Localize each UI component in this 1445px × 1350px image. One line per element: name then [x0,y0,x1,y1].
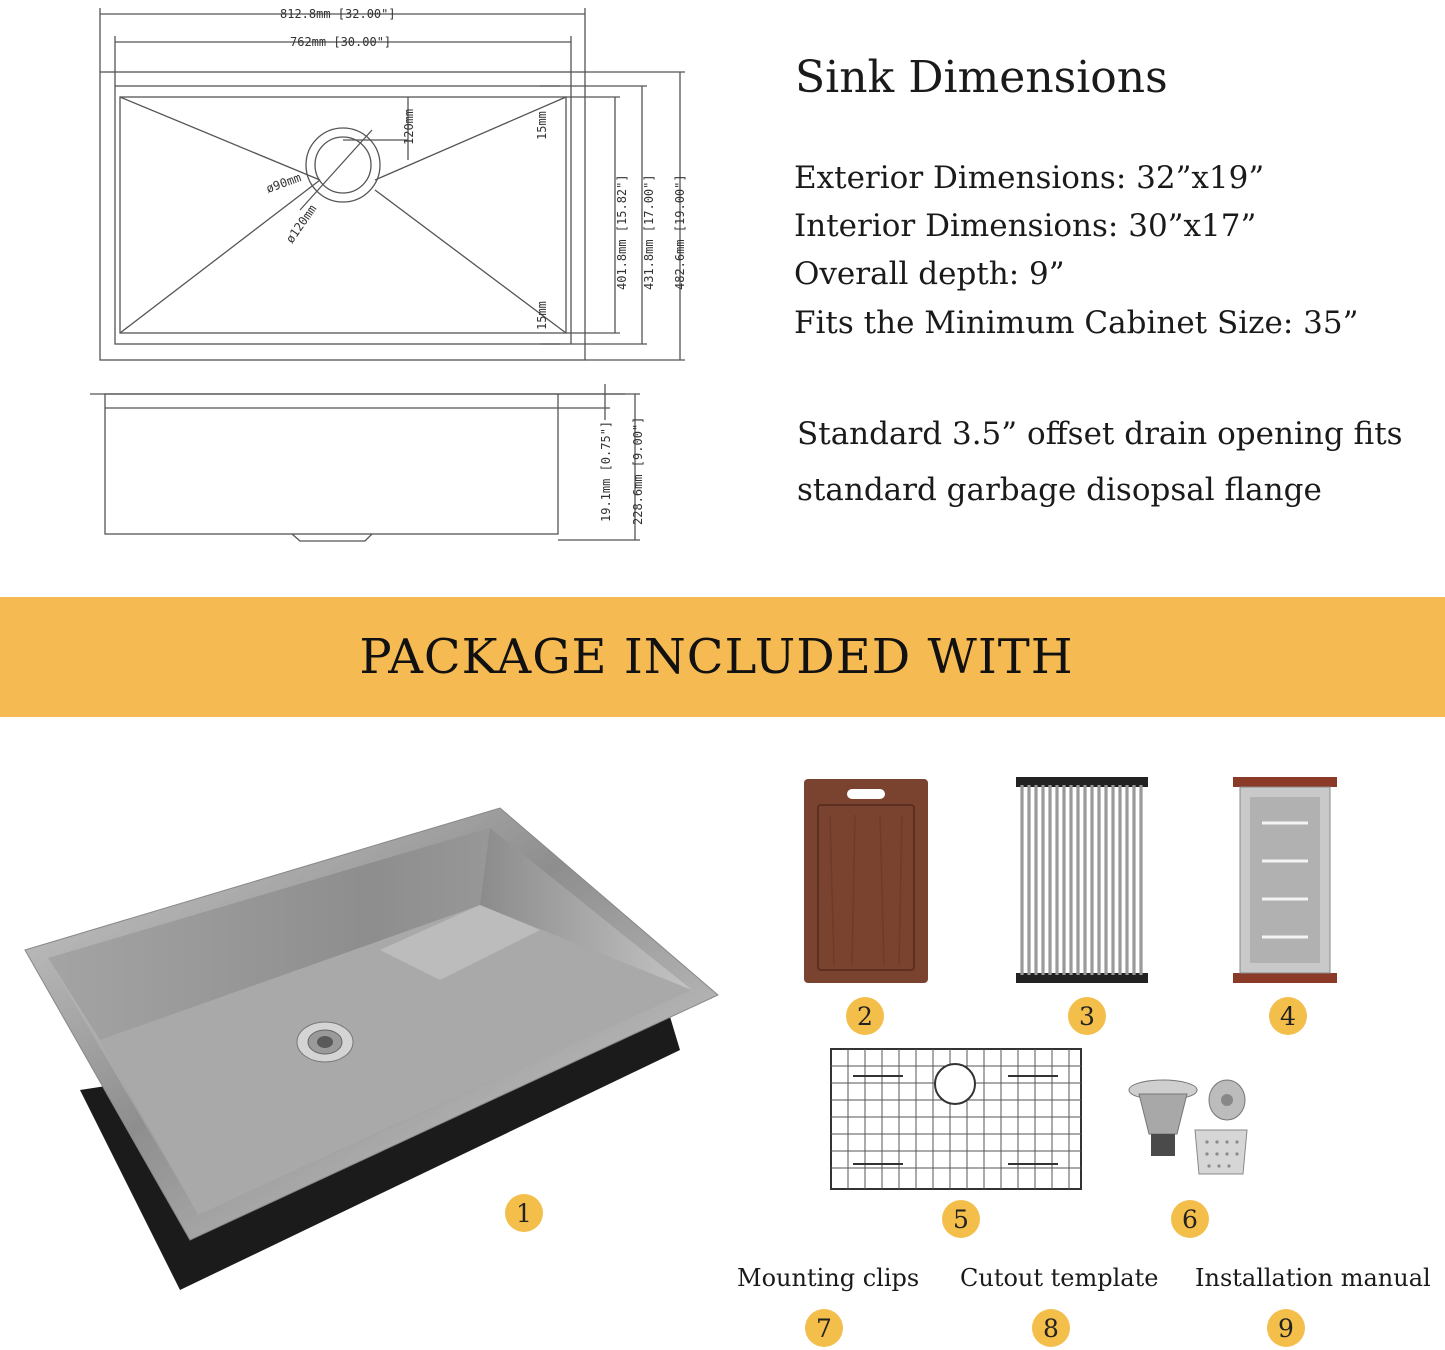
badge-item-4: 4 [1269,997,1307,1035]
spec-drain-line-1: Standard 3.5” offset drain opening fits [797,416,1403,452]
package-banner [0,597,1445,717]
spec-depth: Overall depth: 9” [794,256,1065,292]
badge-item-1: 1 [505,1194,543,1232]
label-cutout-template: Cutout template [960,1264,1159,1292]
dim-height-exterior: 482.6mm [19.00"] [673,174,687,290]
badge-item-7: 7 [805,1309,843,1347]
badge-item-2: 2 [846,997,884,1035]
spec-title: Sink Dimensions [795,52,1168,103]
cutting-board-icon [800,775,932,987]
spec-cabinet: Fits the Minimum Cabinet Size: 35” [794,305,1359,341]
badge-item-3: 3 [1068,997,1106,1035]
dim-height-interior: 401.8mm [15.82"] [615,174,629,290]
spec-exterior: Exterior Dimensions: 32”x19” [794,160,1265,196]
spec-drain-line-2: standard garbage disopsal flange [797,472,1322,508]
sink-icon [20,800,730,1300]
dim-offset-bottom: 15mm [535,301,549,330]
dim-drain-offset: 120mm [402,108,416,145]
dim-drain-inner: ø90mm [264,170,303,196]
dim-flange: 19.1mm [0.75"] [599,420,613,522]
badge-item-9: 9 [1267,1309,1305,1347]
dim-height-rim: 431.8mm [17.00"] [642,174,656,290]
dim-offset-top: 15mm [535,111,549,140]
badge-item-6: 6 [1171,1200,1209,1238]
roll-up-rack-icon [1012,775,1152,987]
strainer-icon [1125,1070,1255,1180]
label-mounting-clips: Mounting clips [737,1264,920,1292]
badge-item-8: 8 [1032,1309,1070,1347]
banner-title: PACKAGE INCLUDED WITH [359,629,1074,685]
spec-interior: Interior Dimensions: 30”x17” [794,208,1257,244]
colander-icon [1230,775,1340,987]
dim-depth: 228.6mm [9.00"] [631,416,645,525]
sink-side-view-drawing [80,380,660,550]
dim-width-interior: 762mm [30.00"] [290,35,392,49]
dim-drain-outer: ø120mm [282,202,320,246]
badge-item-5: 5 [942,1200,980,1238]
label-installation-manual: Installation manual [1195,1264,1431,1292]
dim-width-exterior: 812.8mm [32.00"] [280,7,396,21]
bottom-grid-icon [828,1046,1084,1192]
sink-top-view-drawing [0,0,700,370]
